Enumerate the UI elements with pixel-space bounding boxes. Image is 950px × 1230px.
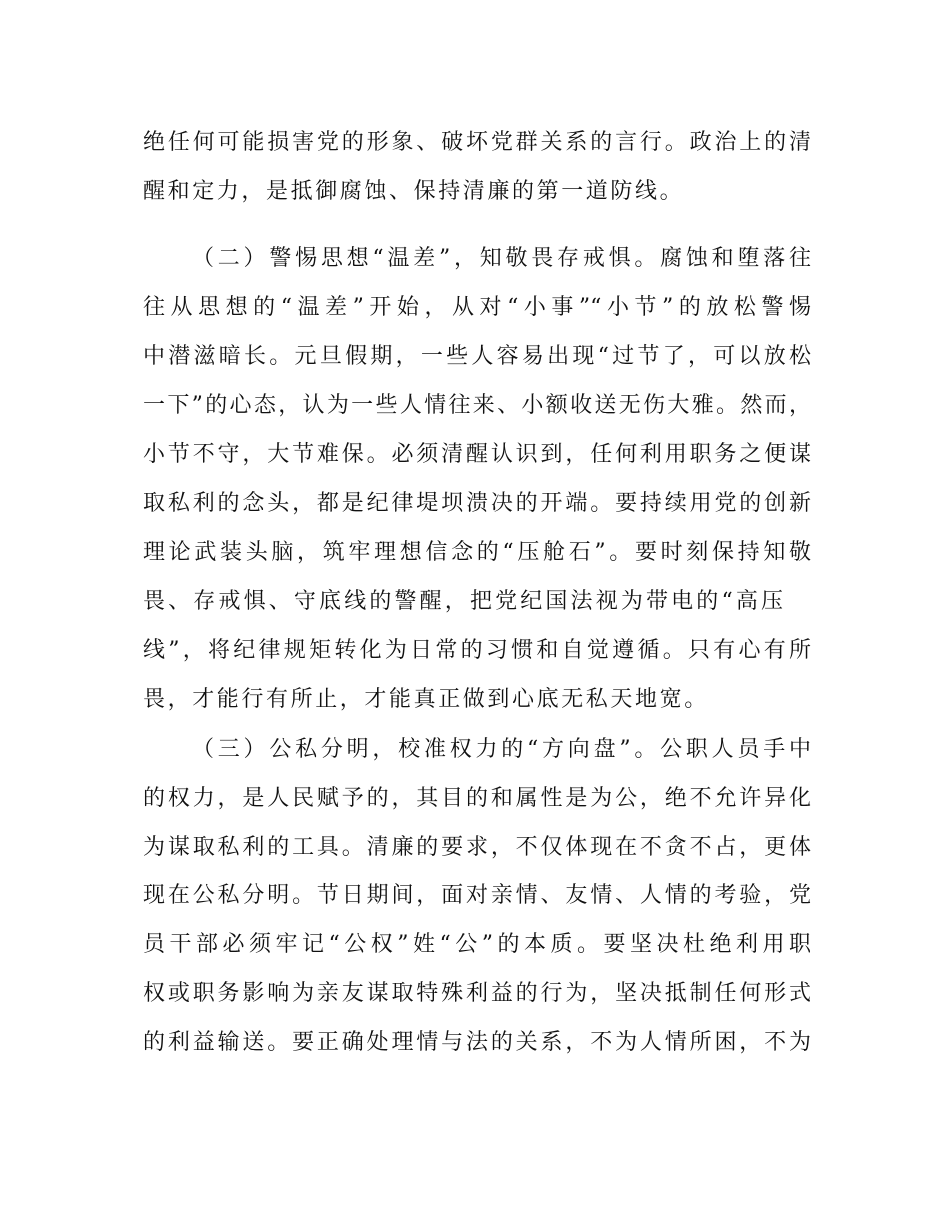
text-line: 的权力，是人民赋予的，其目的和属性是为公，绝不允许异化 [143, 786, 811, 811]
section-heading-line: （二）警惕思想“温差”，知敬畏存戒惧。腐蚀和堕落往 [192, 246, 811, 271]
text-line: 的利益输送。要正确处理情与法的关系，不为人情所困，不为 [143, 1030, 811, 1055]
text-line: 一下”的心态，认为一些人情往来、小额收送无伤大雅。然而， [143, 393, 811, 418]
text-line: 往从思想的“温差”开始，从对“小事”“小节”的放松警惕 [143, 295, 811, 320]
text-line: 为谋取私利的工具。清廉的要求，不仅体现在不贪不占，更体 [143, 835, 811, 860]
text-line: 现在公私分明。节日期间，面对亲情、友情、人情的考验，党 [143, 883, 811, 908]
text-line: 醒和定力，是抵御腐蚀、保持清廉的第一道防线。 [143, 179, 685, 204]
text-line: 畏、存戒惧、守底线的警醒，把党纪国法视为带电的“高压 [143, 589, 783, 614]
text-line: 线”，将纪律规矩转化为日常的习惯和自觉遵循。只有心有所 [143, 638, 811, 663]
text-line: 畏，才能行有所止，才能真正做到心底无私天地宽。 [143, 687, 709, 712]
text-line: 取私利的念头，都是纪律堤坝溃决的开端。要持续用党的创新 [143, 491, 811, 516]
text-line: 理论武装头脑，筑牢理想信念的“压舱石”。要时刻保持知敬 [143, 540, 811, 565]
text-line: 权或职务影响为亲友谋取特殊利益的行为，坚决抵制任何形式 [143, 981, 811, 1006]
text-line: 员干部必须牢记“公权”姓“公”的本质。要坚决杜绝利用职 [143, 932, 811, 957]
section-heading-line: （三）公私分明，校准权力的“方向盘”。公职人员手中 [192, 737, 811, 762]
text-line: 小节不守，大节难保。必须清醒认识到，任何利用职务之便谋 [143, 442, 811, 467]
text-line: 绝任何可能损害党的形象、破坏党群关系的言行。政治上的清 [143, 130, 811, 155]
text-line: 中潜滋暗长。元旦假期，一些人容易出现“过节了，可以放松 [143, 344, 811, 369]
